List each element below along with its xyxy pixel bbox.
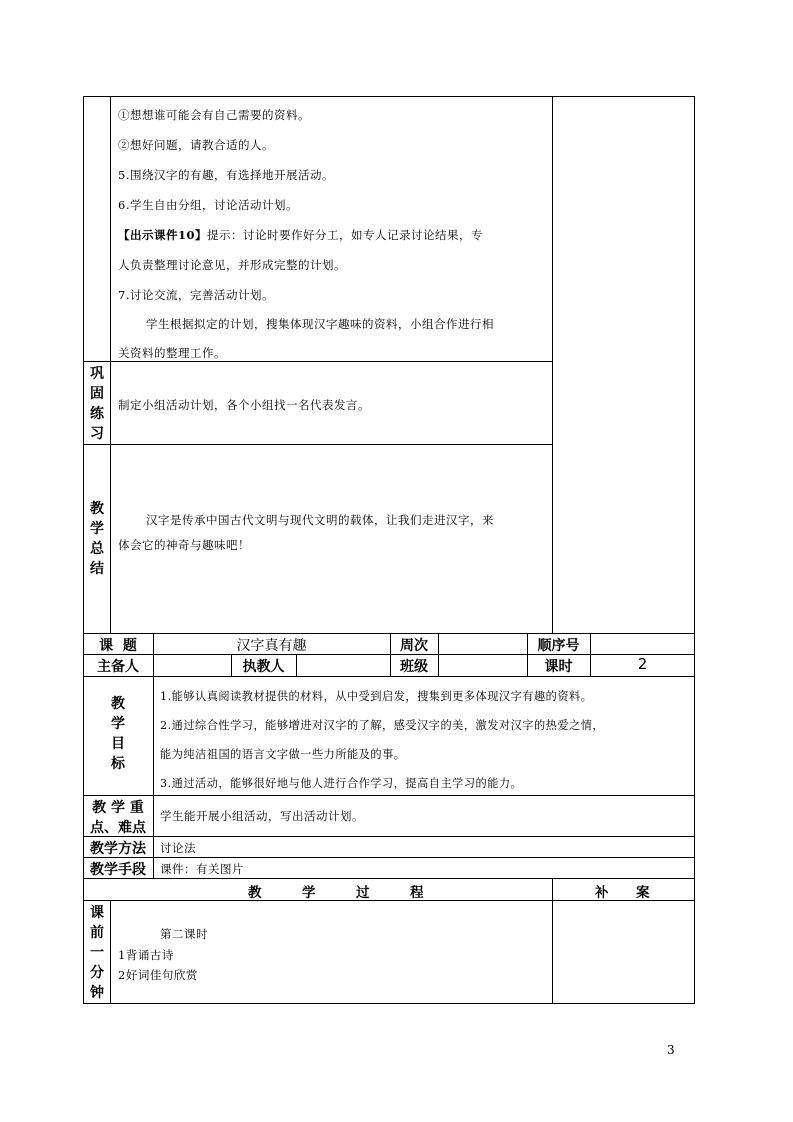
lesson-col-divider — [296, 654, 297, 677]
upper-col-divider-1 — [110, 96, 111, 634]
process-header-char: 程 — [410, 885, 424, 901]
courseware-line-2: 人负责整理讨论意见，并形成完整的计划。 — [118, 258, 346, 272]
supplement-header-char: 案 — [636, 885, 650, 901]
topic-value: 汉字真有趣 — [236, 638, 307, 654]
process-header-char: 学 — [302, 885, 316, 901]
step-text: 5.围绕汉字的有趣，有选择地开展活动。 — [118, 168, 334, 182]
consolidate-label: 巩 固 练 习 — [90, 366, 104, 442]
goals-label: 教 学 目 标 — [111, 696, 125, 772]
means-text: 课件：有关图片 — [160, 862, 244, 876]
summary-line-2: 体会它的神奇与趣味吧！ — [118, 538, 250, 552]
page-number: 3 — [667, 1043, 676, 1057]
class-label: 班级 — [400, 659, 428, 675]
supplement-header-char: 补 — [595, 885, 609, 901]
step-text: ①想想谁可能会有自己需要的资料。 — [118, 108, 310, 122]
pre-class-border — [83, 900, 695, 1004]
goals-col-divider — [153, 676, 154, 796]
means-col-divider — [153, 857, 154, 879]
key-points-text: 学生能开展小组活动，写出活动计划。 — [160, 809, 364, 823]
period-label: 课时 — [544, 659, 573, 675]
key-points-col-divider — [153, 795, 154, 837]
method-label: 教学方法 — [90, 841, 146, 857]
step-text: ②想好问题，请教合适的人。 — [118, 138, 274, 152]
pre-class-line-2: 1背诵古诗 — [118, 948, 174, 962]
summary-label: 教 学 总 结 — [90, 501, 104, 577]
activity-paragraph-line-2: 关资料的整理工作。 — [118, 346, 226, 360]
means-label: 教学手段 — [90, 862, 146, 878]
goal-line-1: 1.能够认真阅读教材提供的材料，从中受到启发，搜集到更多体现汉字有趣的资料。 — [160, 690, 593, 703]
goal-line-3: 能为纯洁祖国的语言文字做一些力所能及的事。 — [160, 748, 406, 761]
lesson-col-divider — [438, 633, 439, 677]
pre-class-line-3: 2好词佳句欣赏 — [118, 968, 198, 982]
process-header-divider — [552, 878, 553, 901]
preparer-label: 主备人 — [97, 659, 139, 675]
period-value: 2 — [637, 655, 648, 673]
method-col-divider — [153, 836, 154, 858]
pre-class-col-divider-2 — [552, 900, 553, 1004]
teacher-label: 执教人 — [242, 659, 285, 675]
upper-row-divider-2 — [83, 444, 553, 445]
order-label: 顺序号 — [537, 638, 580, 654]
pre-class-col-divider-1 — [110, 900, 111, 1004]
goal-line-2: 2.通过综合性学习，能够增进对汉字的了解，感受汉字的美，激发对汉字的热爱之情， — [160, 719, 605, 732]
courseware-line — [118, 227, 483, 243]
courseware-tag: 【出示课件10】 — [118, 228, 208, 242]
consolidate-text: 制定小组活动计划，各个小组找一名代表发言。 — [118, 398, 370, 412]
week-label: 周次 — [400, 638, 428, 654]
step-text: 6.学生自由分组，讨论活动计划。 — [118, 198, 298, 212]
key-points-label-line-2: 点、难点 — [90, 820, 146, 836]
upper-col-divider-2 — [552, 96, 553, 634]
topic-label: 课 题 — [99, 638, 137, 654]
goal-line-4: 3.通过活动，能够很好地与他人进行合作学习，提高自主学习的能力。 — [160, 777, 523, 790]
step-text: 7.讨论交流，完善活动计划。 — [118, 288, 274, 302]
process-header-char: 教 — [248, 885, 262, 901]
method-text: 讨论法 — [160, 841, 196, 855]
upper-row-divider-1 — [83, 361, 553, 362]
activity-paragraph-line-1: 学生根据拟定的计划，搜集体现汉字趣味的资料，小组合作进行相 — [146, 317, 494, 331]
courseware-text: 提示：讨论时要作好分工，如专人记录讨论结果，专 — [207, 228, 484, 242]
key-points-label-line-1: 教 学 重 — [92, 800, 144, 816]
pre-class-line-1: 第二课时 — [160, 927, 208, 941]
process-header-char: 过 — [356, 885, 370, 901]
pre-class-label: 课 前 一 分 钟 — [90, 905, 104, 1001]
summary-line-1: 汉字是传承中国古代文明与现代文明的载体，让我们走进汉字，来 — [146, 513, 494, 527]
